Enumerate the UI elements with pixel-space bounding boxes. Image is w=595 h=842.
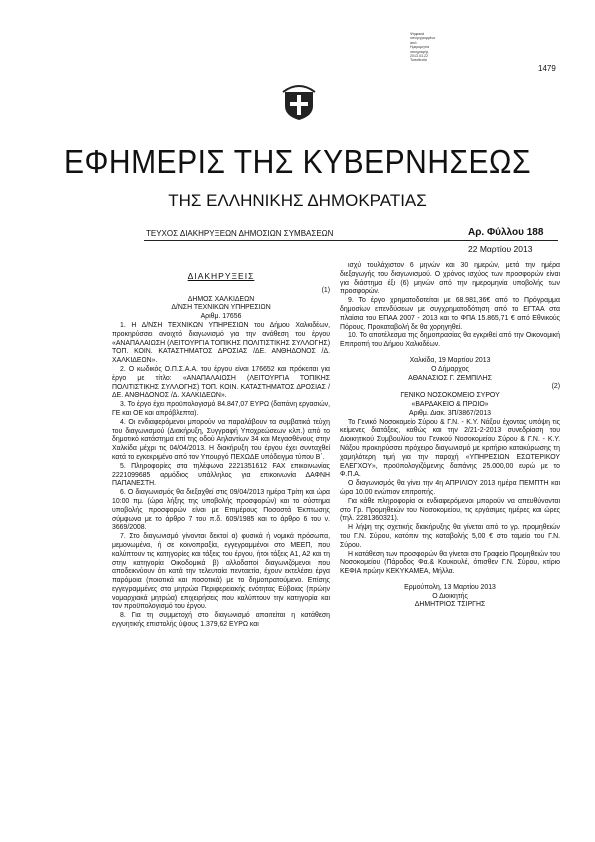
paragraph: 6. Ο διαγωνισμός θα διεξαχθεί στις 09/04/2013 ημέρα Τρίτη και ώρα 10:00 πμ. (ώρα λήξης της υποβολής προσφορών) και το σύστημα υποβολής προσφορών είναι με Επιμέρους Ποσοστά Έκπτωσης σύμφωνα με το άρθρο 7 του π.δ. 609/1985 και το άρθρο 6 του ν. 3669/2008.	[112, 489, 330, 532]
signature-place-date: Χαλκίδα, 19 Μαρτίου 2013	[409, 356, 491, 364]
paragraph: 3. Το έργο έχει προϋπολογισμό 84.847,07 ΕΥΡΩ (δαπάνη εργασιών, ΓΕ και ΟΕ και απρόβλεπτα).	[112, 401, 330, 417]
paragraph: Η κατάθεση των προσφορών θα γίνεται στο Γραφείο Προμηθειών του Νοσοκομείου (Πάροδος Φα.& Κουκουλέ, όπισθεν Γ.Ν. Σύρου, κτίριο ΚΕΦΙΑ πρώην ΚΕΚΥΚΑΜΕΑ, Μήλλα.	[340, 550, 560, 576]
sheet-number: Αρ. Φύλλου 188	[468, 227, 544, 238]
paragraph: 5. Πληροφορίες στα τηλέφωνα 2221351612 FAX επικοινωνίας 2221099685 αρμόδιος υπάλληλος για επικοινωνία ΔΑΦΝΗ ΠΑΠΑΝΕΣΤΗ.	[112, 462, 330, 488]
paragraph: Ο διαγωνισμός θα γίνει την 4η ΑΠΡΙΛΙΟΥ 2013 ημέρα ΠΕΜΠΤΗ και ώρα 10.00 ενώπιον επιτροπής.	[340, 480, 560, 496]
paragraph: 4. Οι ενδιαφερόμενοι μπορούν να παραλάβουν τα συμβατικά τεύχη του διαγωνισμού (Διακήρυξη, Συγγραφή Υποχρεώσεων κλπ.) από το δημοτικό κατάστημα επί της οδού Αηλαντίων 34 και Μεγασθένους στην Χαλκίδα μέχρι τις 04/04/2013. Η διακήρυξη του έργου έχει συνταχθεί κατά το εγκεκριμένο από τον Υπουργό ΠΕΧΩΔΕ υπόδειγμα τύπου Β΄.	[112, 418, 330, 461]
paragraph: 1. Η Δ/ΝΣΗ ΤΕΧΝΙΚΩΝ ΥΠΗΡΕΣΙΩΝ του Δήμου Χαλκιδέων, προκηρύσσει ανοιχτό διαγωνισμό για την ανάθεση του έργου «ΑΝΑΠΑΛΑΙΩΣΗ (ΛΕΙΤΟΥΡΓΙΑ ΤΟΠΙΚΗΣ ΠΟΛΙΤΙΣΤΙΚΗΣ ΣΥΛΛΟΓΗΣ) ΤΟΠ. ΚΟΙΝ. ΚΑΤΑΣΤΗΜΑΤΟΣ ΔΡΟΣΙΑΣ /ΔΕ. ΑΝΘΗΔΟΝΟΣ /Δ. ΧΑΛΚΙΔΕΩΝ».	[112, 321, 330, 365]
issue-type: ΤΕΥΧΟΣ ΔΙΑΚΗΡΥΞΕΩΝ ΔΗΜΟΣΙΩΝ ΣΥΜΒΑΣΕΩΝ	[146, 229, 334, 238]
digital-signature-stamp	[410, 32, 460, 63]
stamp-line: υπογεγραμμένο	[410, 36, 436, 41]
greek-coat-of-arms-icon	[279, 82, 319, 122]
signature-name: ΔΗΜΗΤΡΙΟΣ ΤΣΙΡΓΗΣ	[414, 601, 486, 609]
section-heading: ΔΙΑΚΗΡΥΞΕΙΣ	[187, 271, 255, 281]
left-column	[112, 262, 330, 630]
stamp-line: Ψηφιακά	[410, 32, 425, 36]
paragraph: Η λήψη της σχετικής διακήρυξης θα γίνεται από το γρ. προμηθειών του Γ.Ν. Σύρου, κατόπιν της καταβολής 5,00 € στο ταμείο του Γ.Ν. Σύρου.	[340, 524, 560, 549]
issuer-name: ΔΗΜΟΣ ΧΑΛΚΙΔΕΩΝ	[187, 295, 255, 303]
stamp-line: 2013.03.22	[410, 54, 428, 59]
signature-place-date: Ερμούπολη, 13 Μαρτίου 2013	[404, 583, 496, 591]
issue-date: 22 Μαρτίου 2013	[468, 244, 533, 254]
notice-number: (1)	[321, 286, 330, 294]
paragraph: 10. Το αποτέλεσμα της δημοπρασίας θα εγκριθεί από την Οικονομική Επιτροπή του Δήμου Χαλκιδέων.	[340, 332, 560, 349]
stamp-line: Τοποθεσία	[410, 58, 427, 63]
right-column	[340, 262, 560, 610]
paragraph: 7. Στο διαγωνισμό γίνονται δεκτοί α) φυσικά ή νομικά πρόσωπα, μεμονωμένα, ή σε κοινοπραξία, εγγεγραμμένοι στο ΜΕΕΠ, που καλύπτουν τις κατηγορίες και τάξεις του έργου, ήτοι τάξεις Α1, Α2 και τη στην κατηγορία Οικοδομικά β) αλλοδαποί διαγωνιζόμενοι που αποδεικνύουν ότι κατά την τελευταία πενταετία, έχουν εκτελέσει έργα παρόμοια (ποιοτικά και ποσοτικά) με το δημοπρατούμενο. Επίσης εγγεγραμμένες στα μητρώα Περιφερειακής ενότητας Εύβοιας (πρώην νομαρχιακά μητρώα) επιχειρήσεις που καλύπτουν την κατηγορία και τον προϋπολογισμό του έργου.	[112, 533, 330, 611]
issuer-subtitle: «ΒΑΡΔΑΚΕΙΟ & ΠΡΩΙΟ»	[411, 400, 489, 408]
signature-role: Ο Διοικητής	[432, 592, 468, 600]
paragraph: ισχύ τουλάχιστον 6 μηνών και 30 ημερών, μετά την ημέρα διεξαγωγής του διαγωνισμού. Ο χρόνος ισχύος των προσφορών είναι για διάστημα έξι (6) μηνών από την ημερομηνία υποβολής των προσφορών.	[340, 262, 560, 296]
stamp-line: υπογραφής	[410, 49, 429, 54]
issuer-name: ΓΕΝΙΚΟ ΝΟΣΟΚΟΜΕΙΟ ΣΥΡΟΥ	[400, 392, 500, 400]
signature-name: ΑΘΑΝΑΣΙΟΣ Γ. ΖΕΜΠΙΛΗΣ	[408, 374, 492, 382]
notice-number: (2)	[551, 383, 560, 391]
paragraph: 2. Ο κωδικός Ο.Π.Σ.Α.Α. του έργου είναι 176652 και πρόκειται για έργο με τίτλο: «ΑΝΑΠΑΛΑΙΩΣΗ (ΛΕΙΤΟΥΡΓΙΑ ΤΟΠΙΚΗΣ ΠΟΛΙΤΙΣΤΙΚΗΣ ΣΥΛΛΟΓΗΣ) ΤΟΠ. ΚΟΙΝ. ΚΑΤΑΣΤΗΜΑΤΟΣ ΔΡΟΣΙΑΣ /ΔΕ. ΑΝΘΗΔΟΝΟΣ /Δ. ΧΑΛΚΙΔΕΩΝ».	[112, 365, 330, 400]
paragraph: 9. Το έργο χρηματοδοτείται με 68.981,36€ από το Πρόγραμμα δημοσίων επενδύσεων με συγχρηματοδότηση από το ΕΓΤΑΑ στα πλαίσια του ΕΠΑΑ 2007 - 2013 και το ΦΠΑ 15.865,71 € από Εθνικούς Πόρους. Προκαταβολή δε θα χορηγηθεί.	[340, 297, 560, 331]
stamp-line: από	[410, 40, 417, 45]
gazette-subtitle: ΤΗΣ ΕΛΛΗΝΙΚΗΣ ΔΗΜΟΚΡΑΤΙΑΣ	[168, 191, 427, 210]
reference-number: Αριθμ. Διακ. 3Π/3867/2013	[409, 409, 491, 417]
gazette-title: ΕΦΗΜΕΡΙΣ ΤΗΣ ΚΥΒΕΡΝΗΣΕΩΣ	[63, 144, 532, 181]
issuer-department: Δ/ΝΣΗ ΤΕΧΝΙΚΩΝ ΥΠΗΡΕΣΙΩΝ	[171, 304, 271, 312]
paragraph: 8. Για τη συμμετοχή στο διαγωνισμό απαιτείται η κατάθεση εγγυητικής επιστολής ύψους 1.379,62 ΕΥΡΩ και	[112, 612, 330, 629]
page-number: 1479	[538, 64, 556, 73]
stamp-line: Ημερομηνία	[410, 45, 430, 50]
paragraph: Το Γενικό Νοσοκομείο Σύρου & Γ.Ν. - Κ.Υ. Νάξου έχοντας υπόψη τις κείμενες διατάξεις, καθώς και την 2/21-2-2013 συνεδρίαση του Διοικητικού Συμβουλίου του Γενικού Νοσοκομείου Σύρου & Γ.Ν. - Κ.Υ. Νάξου προκηρύσσει πρόχειρο διαγωνισμό με κριτήριο κατακύρωσης τη χαμηλότερη τιμή για την παροχή «ΥΠΗΡΕΣΙΩΝ ΕΣΩΤΕΡΙΚΟΥ ΕΛΕΓΧΟΥ», προϋπολογιζόμενης δαπάνης 25.000,00 ευρώ με το Φ.Π.Α.	[340, 418, 560, 479]
header-divider	[144, 240, 558, 241]
signature-role: Ο Δήμαρχος	[431, 365, 469, 373]
reference-number: Αριθμ. 17656	[200, 313, 242, 321]
paragraph: Για κάθε πληροφορία οι ενδιαφερόμενοι μπορούν να απευθύνονται στο Γρ. Προμηθειών του Νοσοκομείου, τις εργάσιμες ημέρες και ώρες (τηλ. 2281360321).	[340, 497, 560, 523]
